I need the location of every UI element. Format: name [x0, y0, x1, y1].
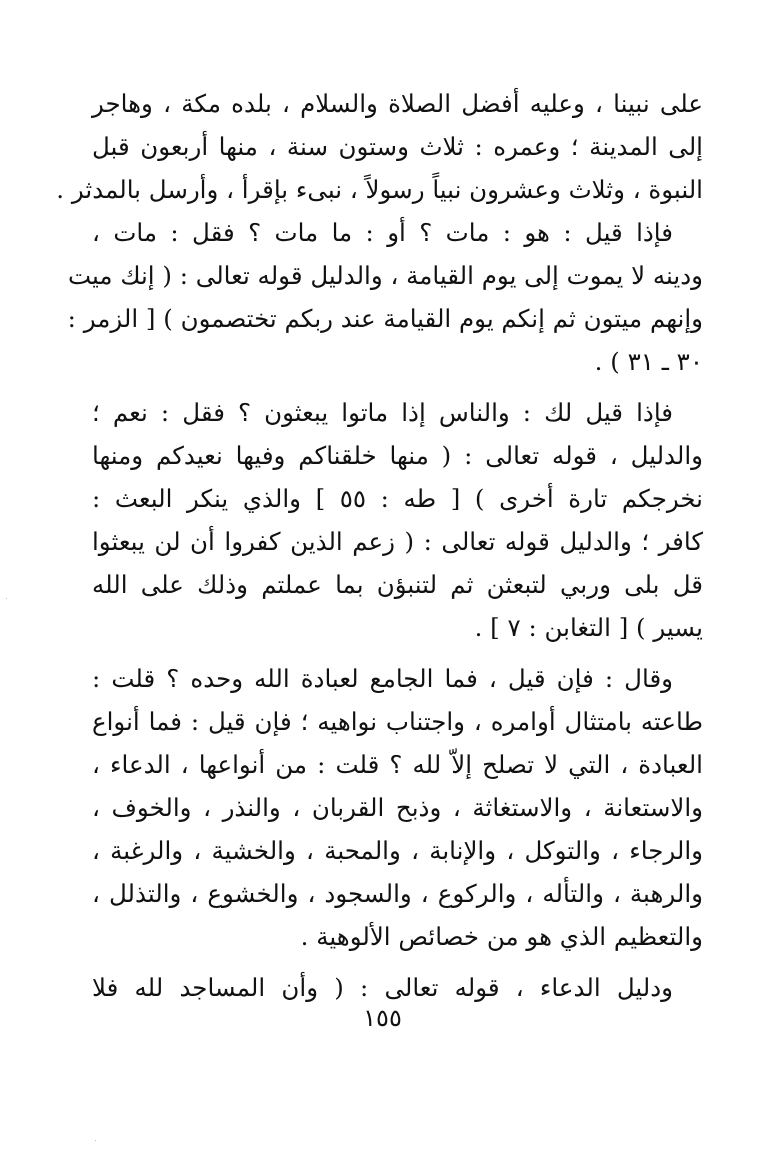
text-line: وقال : فإن قيل ، فما الجامع لعبادة الله وحده ؟ قلت : [92, 664, 673, 693]
paragraph [56, 82, 703, 211]
text-line: طاعته بامتثال أوامره ، واجتناب نواهيه ؛ فإن قيل : فما أنواع [92, 707, 703, 736]
text-line: ودينه لا يموت إلى يوم القيامة ، والدليل قوله تعالى : ( إنك ميت [67, 261, 703, 290]
paragraph-gap [92, 649, 703, 657]
text-line: على نبينا ، وعليه أفضل الصلاة والسلام ، بلده مكة ، وهاجر [92, 89, 703, 118]
text-line: فإذا قيل لك : والناس إذا ماتوا يبعثون ؟ فقل : نعم ؛ [92, 398, 673, 427]
scan-speck [6, 598, 7, 599]
text-line: العبادة ، التي لا تصلح إلاّ لله ؟ قلت : من أنواعها ، الدعاء ، [92, 750, 703, 779]
page-number: ١٥٥ [363, 1004, 402, 1032]
text-line: وإنهم ميتون ثم إنكم يوم القيامة عند ربكم تختصمون ) [ الزمر : [67, 304, 703, 333]
text-line: والتعظيم الذي هو من خصائص الألوهية . [300, 922, 703, 951]
text-line: والرجاء ، والتوكل ، والإنابة ، والمحبة ، والخشية ، والرغبة ، [92, 836, 703, 865]
paragraph [92, 391, 703, 649]
text-line: إلى المدينة ؛ وعمره : ثلاث وستون سنة ، منها أربعون قبل [92, 132, 703, 161]
paragraph-gap [92, 958, 703, 966]
paragraph [92, 657, 703, 958]
paragraph [67, 211, 703, 383]
text-line: يسير ) [ التغابن : ٧ ] . [474, 613, 703, 642]
text-line: كافر ؛ والدليل قوله تعالى : ( زعم الذين كفروا أن لن يبعثوا [92, 527, 703, 556]
text-line: فإذا قيل : هو : مات ؟ أو : ما مات ؟ فقل : مات ، [92, 218, 673, 247]
scan-speck [95, 1140, 96, 1141]
text-line: والدليل ، قوله تعالى : ( منها خلقناكم وفيها نعيدكم ومنها [92, 441, 703, 470]
text-line: ودليل الدعاء ، قوله تعالى : ( وأن المساجد لله فلا [92, 973, 673, 1002]
text-line: والاستعانة ، والاستغاثة ، وذبح القربان ، والنذر ، والخوف ، [92, 793, 703, 822]
paragraph-gap [92, 383, 703, 391]
body-text [56, 82, 703, 1009]
text-line: نخرجكم تارة أخرى ) [ طه : ٥٥ ] والذي ينكر البعث : [92, 484, 703, 513]
text-line: والرهبة ، والتأله ، والركوع ، والسجود ، والخشوع ، والتذلل ، [92, 879, 703, 908]
text-line: ٣٠ ـ ٣١ ) . [594, 347, 703, 376]
text-line: قل بلى وربي لتبعثن ثم لتنبؤن بما عملتم وذلك على الله [92, 570, 703, 599]
text-line: النبوة ، وثلاث وعشرون نبياً رسولاً ، نبىء بإقرأ ، وأرسل بالمدثر . [56, 175, 703, 204]
